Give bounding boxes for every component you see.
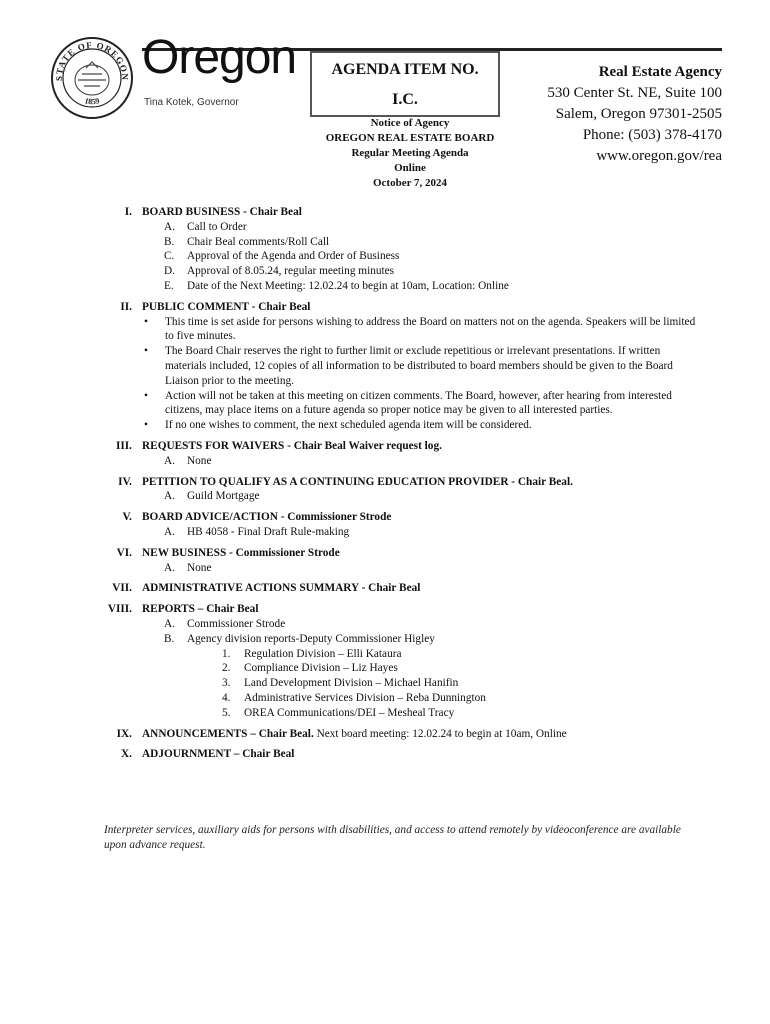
list-item: 5. OREA Communications/DEI – Mesheal Tracy <box>222 706 455 719</box>
section-waivers <box>100 439 700 469</box>
list-item: A. Guild Mortgage <box>164 490 260 503</box>
list-item: E. Date of the Next Meeting: 12.02.24 to begin at 10am, Location: Online <box>164 279 509 292</box>
section-title: ADJOURNMENT – Chair Beal <box>142 748 295 761</box>
notice-line: OREGON REAL ESTATE BOARD <box>325 132 495 144</box>
section-numeral: VII. <box>112 582 132 595</box>
address-line: 530 Center St. NE, Suite 100 <box>547 85 722 101</box>
list-item: A. HB 4058 - Final Draft Rule-making <box>164 525 350 538</box>
governor-name: Tina Kotek, Governor <box>144 97 239 108</box>
seal-text-bottom: 1859 <box>83 96 101 107</box>
svg-text:1859 <box>84 96 101 106</box>
state-seal-logo <box>50 36 134 120</box>
agenda-item-number: I.C. <box>392 91 418 108</box>
section-numeral: V. <box>122 511 132 524</box>
seal-text-top: STATE OF OREGON <box>53 39 131 82</box>
agency-address <box>547 62 722 167</box>
address-line: Salem, Oregon 97301-2505 <box>555 106 722 122</box>
list-item: A. Call to Order <box>164 220 247 233</box>
section-numeral: X. <box>121 748 132 761</box>
section-numeral: IV. <box>118 475 132 488</box>
section-title: ANNOUNCEMENTS – Chair Beal. <box>142 727 314 740</box>
section-numeral: I. <box>124 206 132 218</box>
list-item: • The Board Chair reserves the right to further limit or exclude repetitious or irrelevant presentations. If written materials included, 12 copies of all information to be distributed to board members should be given to the Board Liaison prior to the meeting. <box>142 344 700 388</box>
list-item: C. Approval of the Agenda and Order of Business <box>164 250 400 263</box>
section-reports <box>100 602 700 720</box>
agenda-item-label: AGENDA ITEM NO. <box>331 61 479 78</box>
section-title: NEW BUSINESS - Commissioner Strode <box>142 546 340 559</box>
section-title: REPORTS – Chair Beal <box>142 603 259 616</box>
oregon-wordmark: Oregon <box>142 31 297 84</box>
section-numeral: VIII. <box>107 603 132 616</box>
section-title: REQUESTS FOR WAIVERS - Chair Beal Waiver request log. <box>142 439 442 452</box>
list-item: 2. Compliance Division – Liz Hayes <box>222 662 398 675</box>
section-numeral: IX. <box>116 727 132 740</box>
agenda-item-box <box>310 51 500 117</box>
section-adjournment <box>100 747 700 762</box>
section-board-business <box>100 205 700 294</box>
list-item: • This time is set aside for persons wishing to address the Board on matters not on the agenda. Speakers will be limited to five minutes. <box>142 315 700 345</box>
notice-line: Online <box>394 162 426 174</box>
section-board-advice <box>100 510 700 540</box>
list-item: D. Approval of 8.05.24, regular meeting minutes <box>164 265 395 278</box>
list-item: 1. Regulation Division – Elli Kataura <box>222 647 402 660</box>
notice-line: Notice of Agency <box>370 117 450 129</box>
section-public-comment <box>100 300 700 433</box>
notice-line: October 7, 2024 <box>372 177 448 189</box>
section-admin-actions <box>100 581 700 596</box>
agency-name: Real Estate Agency <box>598 64 722 80</box>
agenda-body <box>100 205 700 762</box>
section-title: BOARD ADVICE/ACTION - Commissioner Strode <box>142 511 392 524</box>
section-title: BOARD BUSINESS - Chair Beal <box>142 206 302 218</box>
notice-line: Regular Meeting Agenda <box>351 147 469 159</box>
list-item: B. Chair Beal comments/Roll Call <box>164 235 330 248</box>
meeting-notice <box>300 116 520 191</box>
section-numeral: III. <box>115 439 132 452</box>
list-item: A. None <box>164 454 212 467</box>
phone-number: Phone: (503) 378-4170 <box>582 127 722 143</box>
section-numeral: VI. <box>116 546 132 559</box>
accessibility-footnote: Interpreter services, auxiliary aids for persons with disabilities, and access to attend remotely by videoconference are available upon advance request. <box>104 824 681 851</box>
section-new-business <box>100 546 700 576</box>
website-link[interactable]: www.oregon.gov/rea <box>596 148 722 164</box>
section-announcements <box>100 727 700 742</box>
section-title: PUBLIC COMMENT - Chair Beal <box>142 300 311 313</box>
list-item: 4. Administrative Services Division – Reba Dunnington <box>222 691 486 704</box>
section-title: ADMINISTRATIVE ACTIONS SUMMARY - Chair Beal <box>142 582 421 595</box>
list-item: B. Agency division reports-Deputy Commissioner Higley <box>164 632 435 645</box>
svg-text:STATE OF OREGON <box>54 40 130 81</box>
list-item: • Action will not be taken at this meeting on citizen comments. The Board, however, after hearing from interested citizens, may place items on a future agenda so proper notice may be given to all interested parties. <box>142 389 700 419</box>
list-item: A. Commissioner Strode <box>164 617 286 630</box>
section-ce-provider <box>100 475 700 505</box>
section-numeral: II. <box>120 300 132 313</box>
section-title: PETITION TO QUALIFY AS A CONTINUING EDUCATION PROVIDER - Chair Beal. <box>142 475 573 488</box>
list-item: 3. Land Development Division – Michael Hanifin <box>222 677 459 690</box>
announcement-text: Next board meeting: 12.02.24 to begin at 10am, Online <box>313 727 567 740</box>
list-item: • If no one wishes to comment, the next scheduled agenda item will be considered. <box>142 418 700 433</box>
list-item: A. None <box>164 561 212 574</box>
